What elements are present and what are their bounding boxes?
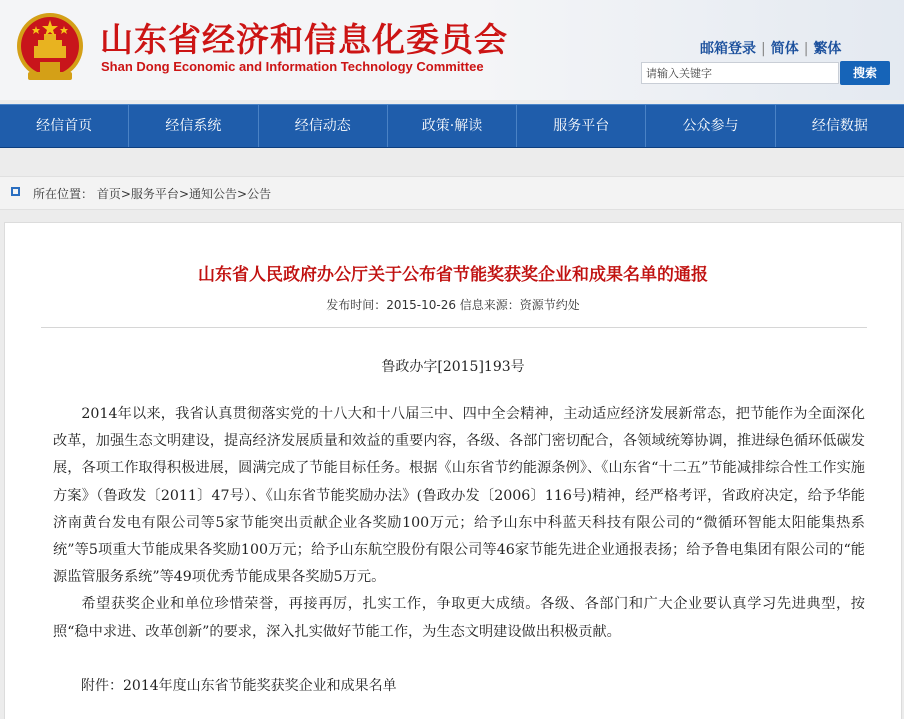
divider xyxy=(41,327,867,328)
main-nav xyxy=(0,104,904,148)
nav-item-public[interactable]: 公众参与 xyxy=(646,105,775,147)
breadcrumb-home[interactable]: 首页 xyxy=(96,187,121,201)
search-button[interactable]: 搜索 xyxy=(840,61,890,85)
traditional-chinese-link[interactable]: 繁体 xyxy=(813,41,842,57)
article-meta: 发布时间：2015-10-26 信息来源：资源节约处 xyxy=(326,298,580,312)
breadcrumb-current[interactable]: 公告 xyxy=(247,187,272,201)
breadcrumb-separator: > xyxy=(237,187,248,201)
attachment-link[interactable]: 附件：2014年度山东省节能奖获奖企业和成果名单 xyxy=(81,678,397,694)
nav-item-news[interactable]: 经信动态 xyxy=(259,105,388,147)
nav-item-policy[interactable]: 政策·解读 xyxy=(388,105,517,147)
nav-item-data[interactable]: 经信数据 xyxy=(811,118,868,134)
nav-item-system[interactable]: 经信系统 xyxy=(129,105,258,147)
top-links xyxy=(700,38,841,58)
article-title: 山东省人民政府办公厅关于公布省节能奖获奖企业和成果名单的通报 xyxy=(198,265,708,285)
national-emblem-icon xyxy=(14,10,86,86)
article-body xyxy=(53,401,865,646)
separator: | xyxy=(803,41,809,57)
search-input[interactable]: 请输入关键字 xyxy=(641,62,839,84)
paragraph: 希望获奖企业和单位珍惜荣誉，再接再厉，扎实工作，争取更大成绩。各级、各部门和广大企业要认真学习先进典型，按照“稳中求进、改革创新”的要求，深入扎实做好节能工作，为生态文明建设做出积极贡献。 xyxy=(53,596,865,640)
separator: | xyxy=(761,41,766,57)
breadcrumb xyxy=(0,176,904,210)
nav-item-home[interactable]: 经信首页 xyxy=(0,105,129,147)
simplified-chinese-link[interactable]: 简体 xyxy=(770,41,799,57)
site-subtitle: Shan Dong Economic and Information Technology Committee xyxy=(101,59,484,74)
site-title: 山东省经济和信息化委员会 xyxy=(100,20,508,59)
breadcrumb-label: 所在位置： xyxy=(33,187,94,201)
breadcrumb-notices[interactable]: 通知公告 xyxy=(189,187,238,201)
breadcrumb-text xyxy=(33,185,271,202)
breadcrumb-separator: > xyxy=(120,187,131,201)
breadcrumb-separator: > xyxy=(178,187,189,201)
location-icon xyxy=(11,187,20,196)
article-panel xyxy=(4,222,902,719)
breadcrumb-service[interactable]: 服务平台 xyxy=(130,187,179,201)
nav-item-service[interactable]: 服务平台 xyxy=(517,105,646,147)
document-number: 鲁政办字[2015]193号 xyxy=(381,359,525,375)
site-header xyxy=(0,0,904,100)
paragraph: 2014年以来，我省认真贯彻落实党的十八大和十八届三中、四中全会精神，主动适应经济发展新常态，把节能作为全面深化改革，加强生态文明建设，提高经济发展质量和效益的重要内容，各级、各部门密切配合，各领域统筹协调，推进绿色循环低碳发展，各项工作取得积极进展，圆满完成了节能目标任务。根据《山东省节约能源条例》、《山东省“十二五”节能减排综合性工作实施方案》（鲁政发〔2011〕47号）、《山东省节能奖励办法》(鲁政办发〔2006〕116号)精神，经严格考评，省政府决定，给予华能济南黄台发电有限公司等5家节能突出贡献企业各奖励100万元；给予山东中科蓝天科技有限公司的“微循环智能太阳能集热系统”等5项重大节能成果各奖励100万元；给予山东航空股份有限公司等46家节能先进企业通报表扬；给予鲁电集团有限公司的“能源监管服务系统”等49项优秀节能成果各奖励5万元。 xyxy=(53,406,865,586)
mail-login-link[interactable]: 邮箱登录 xyxy=(700,41,756,57)
